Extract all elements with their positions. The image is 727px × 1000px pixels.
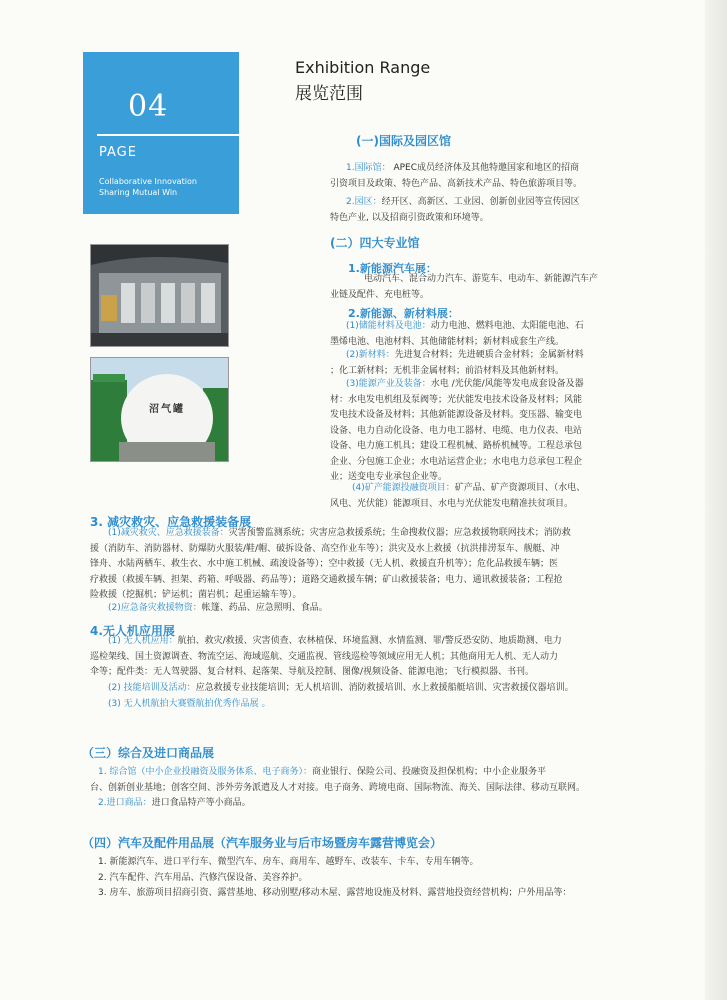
comprehensive-pavilion-label: 1. 综合馆（中小企业投融资及服务体系、电子商务）： — [98, 767, 312, 777]
disaster-relief-title: 3. 减灾救灾、应急救援装备展 — [90, 515, 252, 529]
park-text-1: 经开区、高新区、工业园、创新创业园等宣传园区 — [381, 197, 580, 207]
drone-application-label: (1) 无人机应用： — [108, 636, 178, 646]
photo-battery-engine-bay — [90, 244, 229, 347]
import-goods-label: 2.进口商品： — [98, 798, 152, 808]
disaster-relief-text-1: 灾害预警监测系统；灾害应急救援系统；生命搜救仪器；应急救援物联网技术；消防救 — [228, 528, 571, 538]
biogas-tank-sign: 沼气罐 — [149, 404, 185, 415]
international-pavilion-paragraph — [330, 161, 675, 192]
nev-exhibition-title: 1.新能源汽车展： — [348, 262, 437, 275]
badge-tagline — [99, 176, 197, 198]
new-materials-paragraph — [330, 348, 675, 379]
disaster-relief-text-3: 锋舟、水陆两栖车、救生衣、水中施工机械、疏浚设备等）；空中救援（无人机、救援直升机等）；危化品救援车辆；医 — [90, 559, 559, 569]
emergency-supplies-label: (2)应急备灾救援物资： — [108, 603, 202, 613]
park-paragraph — [330, 195, 675, 226]
drone-application-text-3: 伞等；配件类：无人驾驶器、复合材料、起落架、导航及控制、图像/视频设备、能源电池；飞行模拟器、书刊。 — [90, 667, 535, 677]
auto-parts-item-2: 2. 汽车配件、汽车用品、汽修汽保设备、美容养护。 — [98, 872, 308, 883]
emergency-supplies-paragraph — [90, 601, 690, 617]
disaster-relief-paragraph — [90, 526, 690, 604]
energy-industry-text-4: 设备、电力自动化设备、电力电工器材、电缆、电力仪表、电站 — [330, 425, 583, 436]
international-pavilion-text-1: APEC成员经济体及其他特邀国家和地区的招商 — [390, 163, 580, 173]
comprehensive-pavilion-text-1: 商业银行、保险公司、投融资及担保机构；中小企业服务平 — [311, 767, 546, 777]
auto-parts-item-3: 3. 房车、旅游项目招商引资、露营基地、移动别墅/移动木屋、露营地设施及材料、露营地投资经营机构；户外用品等： — [98, 888, 572, 898]
page-number: 04 — [128, 89, 169, 124]
drone-application-paragraph — [90, 634, 690, 681]
skills-training-text: 应急救援专业技能培训；无人机培训、消防救援培训、水上救援船艇培训、灾害救援仪器培训。 — [195, 683, 574, 693]
new-materials-label: (2)新材料： — [346, 350, 395, 360]
new-materials-text-1: 先进复合材料；先进硬质合金材料；金属新材料 — [394, 350, 584, 360]
badge-tagline-line-2: Sharing Mutual Win — [99, 188, 178, 197]
badge-divider — [97, 134, 239, 136]
heading-chinese: 展览范围 — [295, 84, 363, 104]
energy-industry-text-2: 材：水电发电机组及泵阀等；光伏能发电技术设备及材料；风能 — [330, 394, 583, 405]
auto-parts-title: （四）汽车及配件用品展（汽车服务业与后市场暨房车露营博览会） — [82, 836, 443, 850]
nev-text-1: 电动汽车、混合动力汽车、游览车、电动车、新能源汽车产 — [364, 274, 599, 284]
disaster-relief-text-5: 险救援（挖掘机；铲运机；菌岩机；起重运输车等）。 — [90, 590, 302, 600]
nev-text-2: 业链及配件、充电桩等。 — [330, 289, 430, 300]
page-edge-shadow — [705, 0, 727, 1000]
energy-storage-label: (1)储能材料及电池： — [346, 321, 431, 331]
disaster-relief-text-2: 援（消防车、消防器材、防爆防火服装/鞋/帽、破拆设备、高空作业车等）；洪灾及水上救援（抗洪排涝泵车、舰艇、冲 — [90, 543, 560, 554]
nev-exhibition-paragraph — [330, 272, 675, 303]
auto-parts-list — [98, 855, 698, 902]
park-label: 2.园区： — [346, 197, 382, 207]
energy-storage-text-2: 墨烯电池、电池材料、其他储能材料；新材料成套生产线。 — [330, 336, 565, 347]
energy-storage-paragraph — [330, 319, 675, 350]
energy-industry-text-1: 水电 /光伏能/风能等发电成套设备及器 — [430, 379, 584, 389]
energy-storage-text-1: 动力电池、燃料电池、太阳能电池、石 — [430, 321, 584, 331]
skills-training-paragraph — [90, 681, 690, 712]
section-international-title: (一)国际及园区馆 — [356, 134, 451, 148]
badge-tagline-line-1: Collaborative Innovation — [99, 177, 197, 186]
import-goods-title: （三）综合及进口商品展 — [82, 746, 215, 760]
energy-industry-paragraph — [330, 377, 675, 486]
section-professional-title: (二）四大专业馆 — [330, 236, 420, 250]
drone-exhibition-title: 4.无人机应用展 — [90, 624, 175, 638]
photo-biogas-tank — [90, 357, 229, 462]
mineral-projects-text-1: 矿产品、矿产资源项目、（水电、 — [454, 483, 586, 493]
energy-industry-text-7: 业；送变电专业承包企业等。 — [330, 472, 448, 482]
battery-engine-illustration — [91, 245, 228, 346]
mineral-projects-label: (4)矿产能源投融资项目： — [352, 483, 455, 493]
mineral-projects-text-2: 风电、光伏能）能源项目、水电与光伏能发电精准扶贫项目。 — [330, 498, 574, 509]
new-energy-materials-title: 2.新能源、新材料展： — [348, 307, 459, 320]
comprehensive-pavilion-paragraph — [90, 765, 690, 812]
international-pavilion-text-2: 引资项目及政策、特色产品、高新技术产品、特色旅游项目等。 — [330, 178, 583, 189]
mineral-projects-paragraph — [330, 481, 675, 512]
disaster-relief-text-4: 疗救援（救援车辆、担架、药箱、呼吸器、药品等）；道路交通救援车辆；矿山救援装备；电力、通讯救援装备；工程抢 — [90, 574, 563, 585]
drone-contest-text: (3) 无人机航拍大赛暨航拍优秀作品展 。 — [108, 698, 271, 709]
drone-application-text-1: 航拍、救灾/救援、灾害侦查、农林植保、环境监测、水情监测、罪/警反恐安防、地质勘测、电力 — [177, 636, 562, 646]
park-text-2: 特色产业, 以及招商引资政策和环境等。 — [330, 212, 489, 223]
page-badge — [83, 52, 239, 214]
new-materials-text-2: ；化工新材料；无机非金属材料；前沿材料及其他新材料。 — [330, 365, 565, 376]
import-goods-text: 进口食品特产等小商品。 — [151, 798, 251, 808]
emergency-supplies-text: 帐篷、药品、应急照明、食品。 — [201, 603, 328, 613]
energy-industry-text-3: 发电技术设备及材料；其他新能源设备及材料。变压器、输变电 — [330, 410, 583, 420]
energy-industry-label: (3)能源产业及装备： — [346, 379, 431, 389]
drone-application-text-2: 巡检架线、国土资源调查、物流空运、海域巡航、交通监视、管线巡检等领域应用无人机；其他商用无人机、无人动力 — [90, 651, 559, 662]
comprehensive-pavilion-text-2: 台、创新创业基地；创客空间、涉外劳务派遣及人才对接。电子商务、跨境电商、国际物流、海关、国际法律、移动互联网。 — [90, 782, 586, 793]
disaster-relief-label: (1)减灾救灾、应急救援装备： — [108, 528, 229, 538]
energy-industry-text-6: 企业、分包施工企业；水电站运营企业；水电电力总承包工程企 — [330, 456, 583, 467]
international-pavilion-label: 1.国际馆： — [346, 163, 391, 173]
heading-english: Exhibition Range — [295, 58, 431, 77]
energy-industry-text-5: 设备、电力施工机具；建设工程机械、路桥机械等。工程总承包 — [330, 441, 583, 451]
skills-training-label: (2) 技能培训及活动： — [108, 683, 196, 693]
page-label: PAGE — [99, 145, 137, 160]
auto-parts-item-1: 1. 新能源汽车、进口平行车、微型汽车、房车、商用车、越野车、改装车、卡车、专用车辆等。 — [98, 857, 479, 867]
